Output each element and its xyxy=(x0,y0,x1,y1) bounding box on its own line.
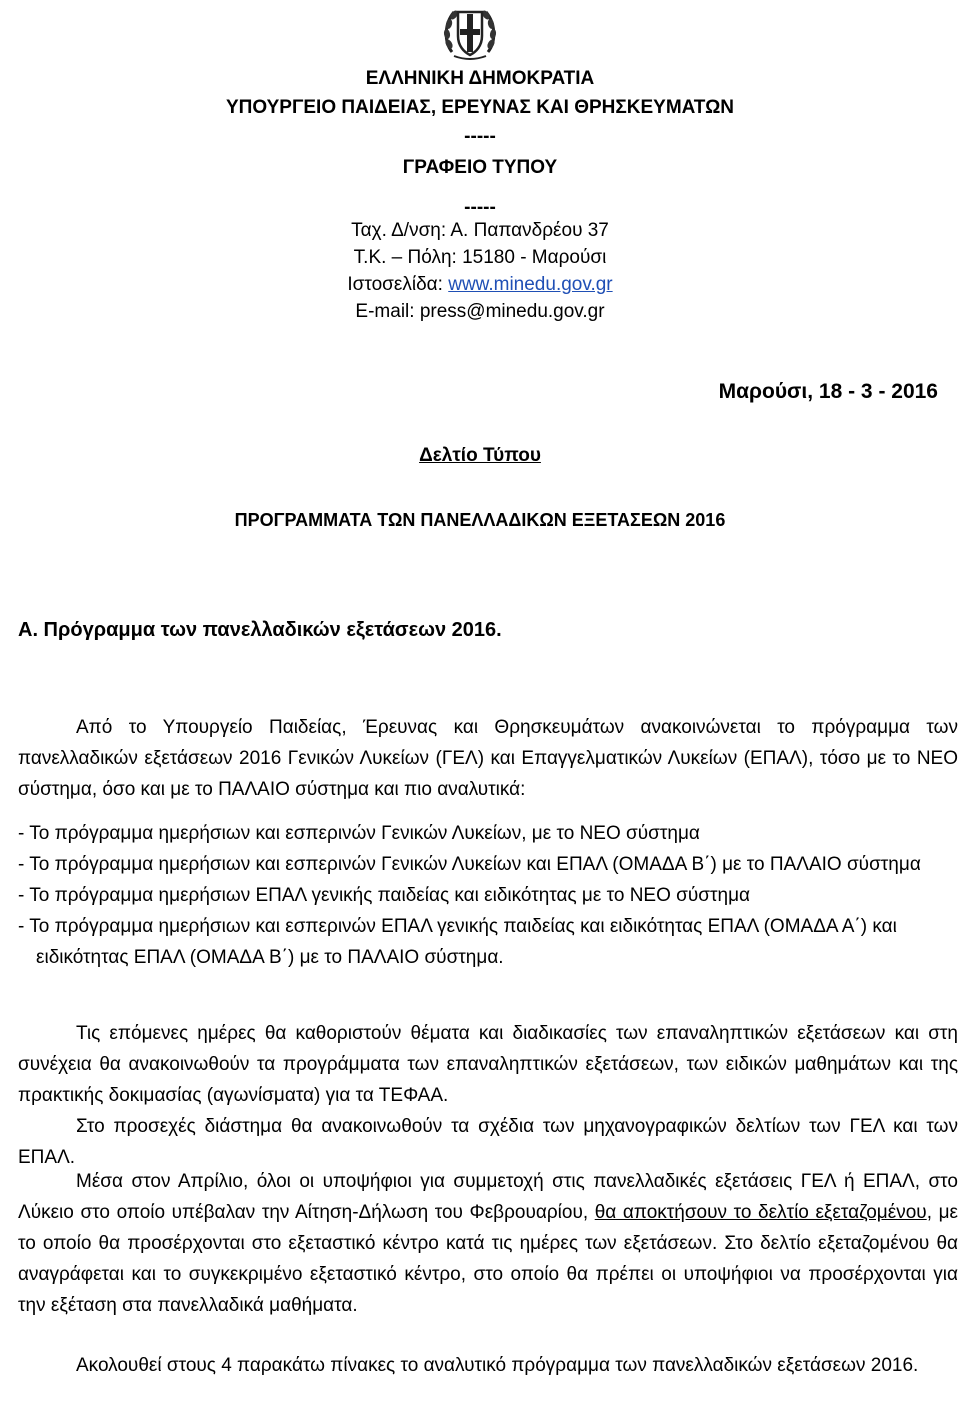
header-separator: ----- xyxy=(464,197,496,218)
paragraph-forms: Στο προσεχές διάστημα θα ανακοινωθούν τα σχέδια των μηχανογραφικών δελτίων των ΓΕΛ και των ΕΠΑΛ. xyxy=(18,1116,958,1168)
website-line xyxy=(0,272,960,298)
website-link[interactable]: www.minedu.gov.gr xyxy=(448,274,613,295)
list-item: - Το πρόγραμμα ημερήσιων και εσπερινών Γενικών Λυκείων και ΕΠΑΛ (ΟΜΑΔΑ Β΄) με το ΠΑΛΑΙΟ σύστημα xyxy=(18,854,921,875)
postal-code-city: Τ.Κ. – Πόλη: 15180 - Μαρούσι xyxy=(353,247,607,268)
list-item: - Το πρόγραμμα ημερήσιων ΕΠΑΛ γενικής παιδείας και ειδικότητας με το ΝΕΟ σύστημα xyxy=(18,885,751,906)
header-ministry: ΥΠΟΥΡΓΕΙΟ ΠΑΙΔΕΙΑΣ, ΕΡΕΥΝΑΣ ΚΑΙ ΘΡΗΣΚΕΥΜΑΤΩΝ xyxy=(225,97,735,118)
exam-card-text-after: , με το οποίο θα προσέρχονται στο εξεταστικό κέντρο κατά τις ημέρες των εξετάσεων. Στο δελτίο εξεταζομένου θα αναγράφεται και το συγκεκριμένο εξεταστικό κέντρο, στο οποίο θα πρέπει οι υποψήφιοι να προσέρχονται για την εξέταση στα πανελλαδικά μαθήματα. xyxy=(18,1202,958,1316)
list-item: - Το πρόγραμμα ημερήσιων και εσπερινών Γενικών Λυκείων, με το ΝΕΟ σύστημα xyxy=(18,823,700,844)
header-separator: ----- xyxy=(464,126,496,147)
release-date: Μαρούσι, 18 - 3 - 2016 xyxy=(718,380,938,403)
header-office: ΓΡΑΦΕΙΟ ΤΥΠΟΥ xyxy=(402,157,558,178)
paragraph-repeat-exams: Τις επόμενες ημέρες θα καθοριστούν θέματα και διαδικασίες των επαναληπτικών εξετάσεων και στη συνέχεια θα ανακοινωθούν τα προγράμματα των επαναληπτικών εξετάσεων, των ειδικών μαθημάτων και της πρακτικής δοκιμασίας (αγωνίσματα) για τα ΤΕΦΑΑ. xyxy=(18,1023,958,1106)
header-country: ΕΛΛΗΝΙΚΗ ΔΗΜΟΚΡΑΤΙΑ xyxy=(365,68,595,89)
greek-coat-of-arms-icon xyxy=(440,2,500,62)
email-line: E-mail: press@minedu.gov.gr xyxy=(355,301,605,322)
intro-paragraph: Από το Υπουργείο Παιδείας, Έρευνας και Θρησκευμάτων ανακοινώνεται το πρόγραμμα των πανελλαδικών εξετάσεων 2016 Γενικών Λυκείων (ΓΕΛ) και Επαγγελματικών Λυκείων (ΕΠΑΛ), τόσο με το ΝΕΟ σύστημα, όσο και με το ΠΑΛΑΙΟ σύστημα και πιο αναλυτικά: xyxy=(18,717,958,800)
exam-card-text-before: Μέσα στον Απρίλιο, όλοι οι υποψήφιοι για συμμετοχή στις πανελλαδικές εξετάσεις ΓΕΛ ή ΕΠΑΛ, στο Λύκειο στο οποίο υπέβαλαν την Αίτηση-Δήλωση του Φεβρουαρίου, xyxy=(18,1171,958,1223)
exam-card-underlined: θα αποκτήσουν το δελτίο εξεταζομένου xyxy=(594,1202,927,1223)
paragraph-exam-card xyxy=(18,1166,958,1321)
list-item: - Το πρόγραμμα ημερήσιων και εσπερινών ΕΠΑΛ γενικής παιδείας και ειδικότητας ΕΠΑΛ (ΟΜΑΔΑ Α΄) και ειδικότητας ΕΠΑΛ (ΟΜΑΔΑ Β΄) με το ΠΑΛΑΙΟ σύστημα. xyxy=(18,916,897,968)
schedule-list xyxy=(18,818,958,973)
document-title: Δελτίο Τύπου xyxy=(419,445,541,466)
address: Ταχ. Δ/νση: Α. Παπανδρέου 37 xyxy=(351,220,609,241)
document-subtitle: ΠΡΟΓΡΑΜΜΑΤΑ ΤΩΝ ΠΑΝΕΛΛΑΔΙΚΩΝ ΕΞΕΤΑΣΕΩΝ 2016 xyxy=(234,510,726,530)
section-heading: Α. Πρόγραμμα των πανελλαδικών εξετάσεων 2016. xyxy=(18,619,502,641)
paragraph-tables-follow: Ακολουθεί στους 4 παρακάτω πίνακες το αναλυτικό πρόγραμμα των πανελλαδικών εξετάσεων 2016. xyxy=(76,1355,919,1376)
website-label: Ιστοσελίδα: xyxy=(347,274,443,295)
